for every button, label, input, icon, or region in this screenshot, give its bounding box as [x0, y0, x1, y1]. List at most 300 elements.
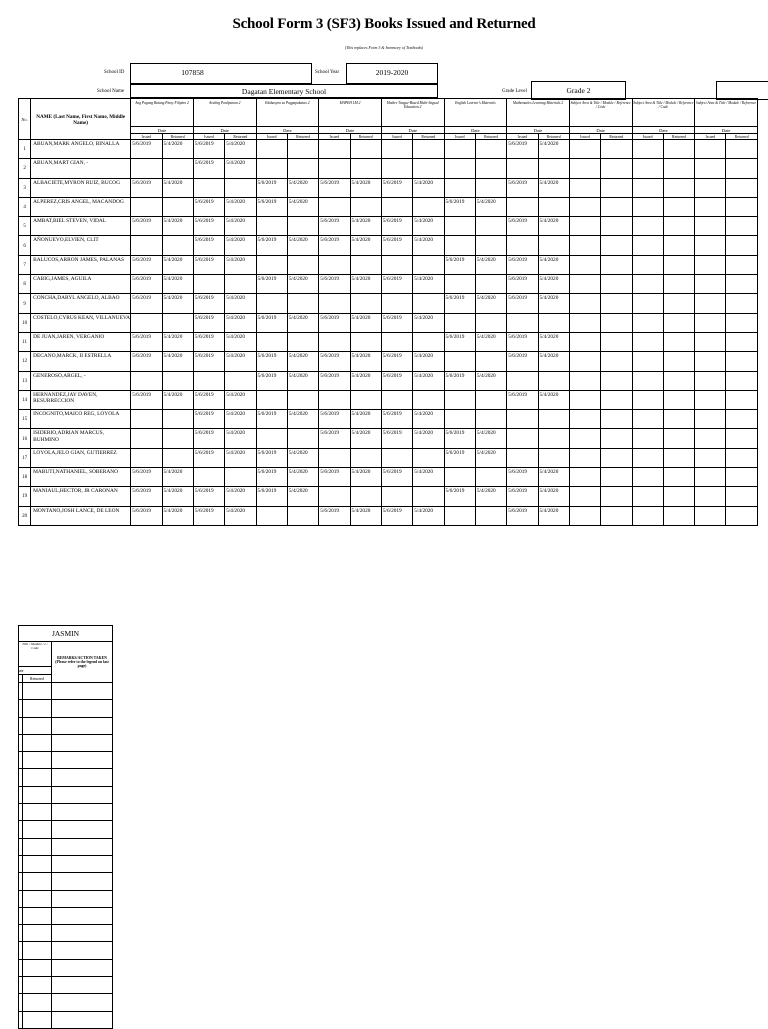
- returned-date: [475, 390, 506, 409]
- issued-date: 5/6/2019: [193, 352, 224, 371]
- empty-cell: [695, 159, 726, 178]
- empty-cell: [726, 468, 758, 487]
- returned-date: [413, 390, 444, 409]
- returned-date: [225, 468, 256, 487]
- learner-name: CABIG,JAMES, AGUILA: [31, 275, 131, 294]
- returned-header: Returned: [287, 134, 318, 140]
- date-header: Date: [381, 127, 444, 134]
- returned-date: 5/4/2020: [350, 429, 381, 448]
- table-row: [19, 275, 758, 294]
- blank-row: [19, 769, 113, 786]
- returned-date: [538, 448, 569, 467]
- issued-date: [444, 313, 475, 332]
- empty-cell: [726, 255, 758, 274]
- subject-header: Subject Area & Title / Module / Reference: [695, 99, 758, 127]
- empty-cell: [726, 236, 758, 255]
- returned-date: [413, 294, 444, 313]
- issued-date: 5/6/2019: [444, 294, 475, 313]
- empty-cell: [632, 217, 663, 236]
- learner-name: MONTANO,JOSH LANCE, DE LEON: [31, 506, 131, 525]
- empty-cell: [569, 217, 600, 236]
- row-number: 7: [19, 255, 31, 274]
- returned-date: 5/4/2020: [225, 217, 256, 236]
- issued-date: [131, 159, 162, 178]
- learner-name: ALPEREZ,CRIS ANGEL, MACANDOG: [31, 197, 131, 216]
- empty-cell: [23, 838, 52, 855]
- learner-name: DECANO,MARCK, II ESTRELLA: [31, 352, 131, 371]
- empty-cell: [632, 332, 663, 351]
- returned-date: [475, 410, 506, 429]
- issued-header: Issued: [131, 134, 162, 140]
- blank-row: [19, 786, 113, 803]
- empty-cell: [663, 140, 694, 159]
- empty-cell: [569, 332, 600, 351]
- empty-cell: [632, 448, 663, 467]
- learner-name: MANIAUL,HECTOR, JR CARONAN: [31, 487, 131, 506]
- empty-cell: [52, 994, 113, 1011]
- empty-cell: [663, 448, 694, 467]
- issued-date: 5/6/2019: [256, 487, 287, 506]
- returned-date: 5/4/2020: [162, 217, 193, 236]
- subject-header: Mother Tongue-Based Multi-lingual Education 2: [381, 99, 444, 127]
- row-number: 12: [19, 352, 31, 371]
- issued-date: 5/6/2019: [381, 352, 412, 371]
- issued-date: [193, 178, 224, 197]
- empty-cell: [52, 855, 113, 872]
- issued-date: [319, 390, 350, 409]
- learner-name: AMBAT,BIEL STEVEN, VIDAL: [31, 217, 131, 236]
- returned-date: 5/4/2020: [162, 255, 193, 274]
- issued-date: 5/6/2019: [193, 255, 224, 274]
- empty-cell: [52, 959, 113, 976]
- issued-date: [444, 140, 475, 159]
- issued-date: 5/6/2019: [444, 487, 475, 506]
- returned-date: 5/4/2020: [225, 159, 256, 178]
- empty-cell: [726, 429, 758, 448]
- name-header: NAME (Last Name, First Name, Middle Name): [31, 99, 131, 140]
- returned-date: 5/4/2020: [287, 197, 318, 216]
- issued-date: [507, 159, 538, 178]
- returned-date: [287, 255, 318, 274]
- issued-date: [319, 487, 350, 506]
- empty-cell: [726, 197, 758, 216]
- returned-date: 5/4/2020: [287, 275, 318, 294]
- issued-header: Issued: [695, 134, 726, 140]
- issued-date: 5/6/2019: [131, 255, 162, 274]
- empty-cell: [52, 838, 113, 855]
- form-title: School Form 3 (SF3) Books Issued and Returned: [232, 16, 536, 32]
- issued-date: 5/6/2019: [507, 275, 538, 294]
- table-row: [19, 217, 758, 236]
- empty-cell: [569, 236, 600, 255]
- issued-date: 5/6/2019: [256, 236, 287, 255]
- issued-date: 5/6/2019: [507, 487, 538, 506]
- empty-cell: [23, 804, 52, 821]
- returned-date: [350, 487, 381, 506]
- returned-date: [475, 178, 506, 197]
- subject-header: Ang Pagong Batang Pinoy Filipino 2: [131, 99, 194, 127]
- issued-date: [193, 371, 224, 390]
- empty-cell: [569, 313, 600, 332]
- empty-cell: [23, 959, 52, 976]
- empty-cell: [663, 178, 694, 197]
- empty-cell: [726, 506, 758, 525]
- returned-date: 5/4/2020: [225, 236, 256, 255]
- returned-date: 5/4/2020: [162, 487, 193, 506]
- empty-cell: [52, 873, 113, 890]
- issued-date: [131, 371, 162, 390]
- returned-date: 5/4/2020: [225, 448, 256, 467]
- empty-cell: [569, 352, 600, 371]
- empty-cell: [695, 140, 726, 159]
- empty-cell: [726, 390, 758, 409]
- table-row: [19, 371, 758, 390]
- issued-header: Issued: [507, 134, 538, 140]
- remarks-header: REMARKS/ACTION TAKEN (Please refer to the legend on last page): [52, 642, 113, 683]
- returned-date: [413, 140, 444, 159]
- empty-cell: [695, 390, 726, 409]
- empty-cell: [663, 313, 694, 332]
- returned-header: Returned: [413, 134, 444, 140]
- row-number: 16: [19, 429, 31, 448]
- returned-date: 5/4/2020: [538, 468, 569, 487]
- returned-date: 5/4/2020: [538, 255, 569, 274]
- school-year-value: 2019-2020: [375, 68, 409, 77]
- issued-date: [256, 429, 287, 448]
- empty-cell: [695, 275, 726, 294]
- issued-date: [381, 140, 412, 159]
- issued-date: 5/6/2019: [193, 217, 224, 236]
- empty-cell: [695, 294, 726, 313]
- table-row: [19, 236, 758, 255]
- empty-cell: [569, 506, 600, 525]
- learner-name: HERNANDEZ,JAY DAVEN, RESURRECCION: [31, 390, 131, 409]
- returned-header: Returned: [726, 134, 758, 140]
- school-year-label: School Year: [315, 70, 340, 75]
- issued-date: 5/6/2019: [507, 140, 538, 159]
- returned-date: 5/4/2020: [287, 352, 318, 371]
- date-header: Date: [256, 127, 319, 134]
- returned-date: 5/4/2020: [350, 275, 381, 294]
- subject-header: Subject Area & Title / Module / Reference / Code: [569, 99, 632, 127]
- returned-date: [475, 506, 506, 525]
- issued-date: 5/6/2019: [381, 178, 412, 197]
- empty-cell: [601, 294, 632, 313]
- empty-cell: [632, 197, 663, 216]
- returned-date: 5/4/2020: [350, 506, 381, 525]
- blank-row: [19, 855, 113, 872]
- returned-date: 5/4/2020: [413, 236, 444, 255]
- issued-date: 5/6/2019: [131, 352, 162, 371]
- empty-cell: [695, 429, 726, 448]
- empty-cell: [23, 907, 52, 924]
- issued-date: 5/6/2019: [319, 217, 350, 236]
- row-number: 11: [19, 332, 31, 351]
- empty-cell: [23, 717, 52, 734]
- empty-cell: [23, 977, 52, 994]
- blank-row: [19, 977, 113, 994]
- returned-date: 5/4/2020: [413, 178, 444, 197]
- issued-date: 5/6/2019: [193, 332, 224, 351]
- table-row: [19, 313, 758, 332]
- empty-cell: [601, 217, 632, 236]
- returned-date: 5/4/2020: [538, 217, 569, 236]
- issued-date: 5/6/2019: [131, 468, 162, 487]
- empty-cell: [569, 371, 600, 390]
- blank-row: [19, 700, 113, 717]
- issued-date: 5/6/2019: [193, 390, 224, 409]
- returned-date: [475, 159, 506, 178]
- empty-cell: [52, 907, 113, 924]
- form-subtitle: (This replaces Form 3 & Inventory of Textbooks): [344, 45, 424, 50]
- empty-cell: [23, 994, 52, 1011]
- row-number: 19: [19, 487, 31, 506]
- returned-date: [287, 294, 318, 313]
- date-header: Date: [444, 127, 507, 134]
- returned-date: [413, 255, 444, 274]
- empty-cell: [569, 197, 600, 216]
- learner-name: ABUAN,MARK ANGELO, BINALLA: [31, 140, 131, 159]
- learner-name: INCOGNITO,MAICO REG, LOYOLA: [31, 410, 131, 429]
- returned-date: 5/4/2020: [475, 429, 506, 448]
- issued-date: 5/6/2019: [381, 429, 412, 448]
- empty-cell: [569, 159, 600, 178]
- returned-date: [413, 332, 444, 351]
- returned-date: [350, 294, 381, 313]
- empty-cell: [726, 313, 758, 332]
- returned-date: 5/4/2020: [225, 255, 256, 274]
- empty-cell: [601, 140, 632, 159]
- blank-row: [19, 907, 113, 924]
- issued-date: [256, 390, 287, 409]
- blank-row: [19, 838, 113, 855]
- date-fragment: ate: [19, 667, 52, 675]
- returned-date: [287, 159, 318, 178]
- returned-date: 5/4/2020: [350, 178, 381, 197]
- returned-date: 5/4/2020: [538, 275, 569, 294]
- returned-date: 5/4/2020: [413, 410, 444, 429]
- empty-cell: [663, 371, 694, 390]
- empty-cell: [569, 294, 600, 313]
- issued-header: Issued: [319, 134, 350, 140]
- returned-date: [350, 159, 381, 178]
- empty-cell: [52, 683, 113, 700]
- empty-cell: [663, 255, 694, 274]
- issued-date: 5/6/2019: [381, 410, 412, 429]
- returned-date: 5/4/2020: [287, 371, 318, 390]
- empty-cell: [726, 159, 758, 178]
- returned-date: [350, 448, 381, 467]
- issued-date: 5/6/2019: [444, 332, 475, 351]
- school-name-label: School Name: [97, 89, 125, 94]
- issued-date: 5/6/2019: [256, 275, 287, 294]
- blank-row: [19, 873, 113, 890]
- returned-date: 5/4/2020: [475, 255, 506, 274]
- blank-row: [19, 717, 113, 734]
- issued-date: 5/6/2019: [193, 448, 224, 467]
- empty-cell: [632, 140, 663, 159]
- row-number: 15: [19, 410, 31, 429]
- issued-date: 5/6/2019: [319, 506, 350, 525]
- issued-date: 5/6/2019: [193, 506, 224, 525]
- empty-cell: [569, 429, 600, 448]
- issued-date: [507, 371, 538, 390]
- empty-cell: [23, 855, 52, 872]
- empty-cell: [695, 255, 726, 274]
- returned-date: 5/4/2020: [287, 313, 318, 332]
- empty-cell: [726, 275, 758, 294]
- returned-date: [350, 140, 381, 159]
- issued-date: 5/6/2019: [507, 352, 538, 371]
- issued-date: [319, 140, 350, 159]
- empty-cell: [663, 352, 694, 371]
- school-id-value: 107858: [181, 68, 204, 77]
- empty-cell: [632, 159, 663, 178]
- empty-cell: [632, 506, 663, 525]
- returned-date: [475, 468, 506, 487]
- issued-date: 5/6/2019: [381, 313, 412, 332]
- empty-cell: [663, 410, 694, 429]
- returned-date: 5/4/2020: [225, 352, 256, 371]
- issued-date: [444, 159, 475, 178]
- blank-row: [19, 994, 113, 1011]
- returned-date: 5/4/2020: [162, 178, 193, 197]
- issued-date: [319, 332, 350, 351]
- issued-date: 5/6/2019: [381, 468, 412, 487]
- returned-date: [475, 140, 506, 159]
- returned-date: 5/4/2020: [350, 410, 381, 429]
- blank-row: [19, 734, 113, 751]
- returned-date: 5/4/2020: [538, 332, 569, 351]
- returned-date: [475, 275, 506, 294]
- empty-cell: [23, 683, 52, 700]
- empty-cell: [695, 197, 726, 216]
- empty-cell: [632, 487, 663, 506]
- returned-date: 5/4/2020: [287, 236, 318, 255]
- empty-cell: [632, 410, 663, 429]
- returned-date: [538, 410, 569, 429]
- returned-date: 5/4/2020: [475, 332, 506, 351]
- table-row: [19, 159, 758, 178]
- empty-cell: [663, 236, 694, 255]
- next-page-table: [18, 625, 113, 1029]
- issued-date: 5/6/2019: [256, 410, 287, 429]
- issued-date: 5/6/2019: [193, 159, 224, 178]
- returned-date: 5/4/2020: [538, 140, 569, 159]
- returned-date: 5/4/2020: [350, 371, 381, 390]
- subject-header: English Learner's Materials: [444, 99, 507, 127]
- issued-date: 5/6/2019: [507, 332, 538, 351]
- returned-date: [538, 159, 569, 178]
- empty-cell: [569, 178, 600, 197]
- school-id-label: School ID: [104, 70, 125, 75]
- issued-date: 5/6/2019: [319, 410, 350, 429]
- issued-date: 5/6/2019: [319, 236, 350, 255]
- empty-cell: [726, 487, 758, 506]
- empty-cell: [23, 873, 52, 890]
- learner-name: COSTELO,CYRUS KEAN, VILLANUEVA: [31, 313, 131, 332]
- issued-date: 5/6/2019: [131, 178, 162, 197]
- issued-date: [193, 468, 224, 487]
- issued-date: [507, 236, 538, 255]
- returned-header: Returned: [225, 134, 256, 140]
- date-header: Date: [695, 127, 758, 134]
- issued-date: 5/6/2019: [193, 429, 224, 448]
- issued-date: 5/6/2019: [319, 371, 350, 390]
- table-row: [19, 390, 758, 409]
- empty-cell: [695, 487, 726, 506]
- issued-date: 5/6/2019: [507, 178, 538, 197]
- empty-cell: [726, 371, 758, 390]
- learner-name: DE JUAN,JAREN, VERGANIO: [31, 332, 131, 351]
- learner-name: ABUAN,MART GIAN, -: [31, 159, 131, 178]
- empty-cell: [663, 487, 694, 506]
- issued-date: 5/6/2019: [193, 197, 224, 216]
- returned-date: [538, 197, 569, 216]
- empty-cell: [663, 275, 694, 294]
- row-number: 8: [19, 275, 31, 294]
- returned-date: [162, 159, 193, 178]
- issued-header: Issued: [381, 134, 412, 140]
- issued-date: [319, 159, 350, 178]
- issued-date: 5/6/2019: [256, 371, 287, 390]
- empty-cell: [601, 352, 632, 371]
- returned-date: 5/4/2020: [350, 217, 381, 236]
- returned-date: 5/4/2020: [538, 294, 569, 313]
- empty-cell: [601, 255, 632, 274]
- returned-date: 5/4/2020: [350, 468, 381, 487]
- issued-date: [319, 448, 350, 467]
- empty-cell: [632, 371, 663, 390]
- empty-cell: [52, 700, 113, 717]
- empty-cell: [601, 197, 632, 216]
- issued-date: [319, 294, 350, 313]
- empty-cell: [23, 786, 52, 803]
- empty-cell: [663, 429, 694, 448]
- empty-cell: [632, 352, 663, 371]
- issued-date: 5/6/2019: [381, 236, 412, 255]
- issued-date: 5/6/2019: [256, 313, 287, 332]
- empty-cell: [601, 390, 632, 409]
- returned-date: [162, 429, 193, 448]
- issued-header: Issued: [569, 134, 600, 140]
- issued-date: [507, 429, 538, 448]
- empty-cell: [601, 371, 632, 390]
- returned-date: 5/4/2020: [162, 390, 193, 409]
- empty-cell: [601, 487, 632, 506]
- table-row: [19, 352, 758, 371]
- issued-header: Issued: [444, 134, 475, 140]
- issued-date: 5/6/2019: [319, 468, 350, 487]
- returned-date: 5/4/2020: [287, 178, 318, 197]
- returned-date: [162, 371, 193, 390]
- returned-date: [413, 197, 444, 216]
- issued-date: [256, 255, 287, 274]
- returned-date: [287, 217, 318, 236]
- empty-cell: [23, 1011, 52, 1028]
- learner-name: ISIDERIO,ADRIAN MARCUS, BUHMINO: [31, 429, 131, 448]
- issued-date: [444, 410, 475, 429]
- returned-date: 5/4/2020: [162, 332, 193, 351]
- issued-header: Issued: [632, 134, 663, 140]
- issued-date: [381, 487, 412, 506]
- date-header: Date: [319, 127, 382, 134]
- row-number: 20: [19, 506, 31, 525]
- issued-date: [444, 506, 475, 525]
- empty-cell: [52, 769, 113, 786]
- returned-date: 5/4/2020: [413, 217, 444, 236]
- empty-cell: [52, 925, 113, 942]
